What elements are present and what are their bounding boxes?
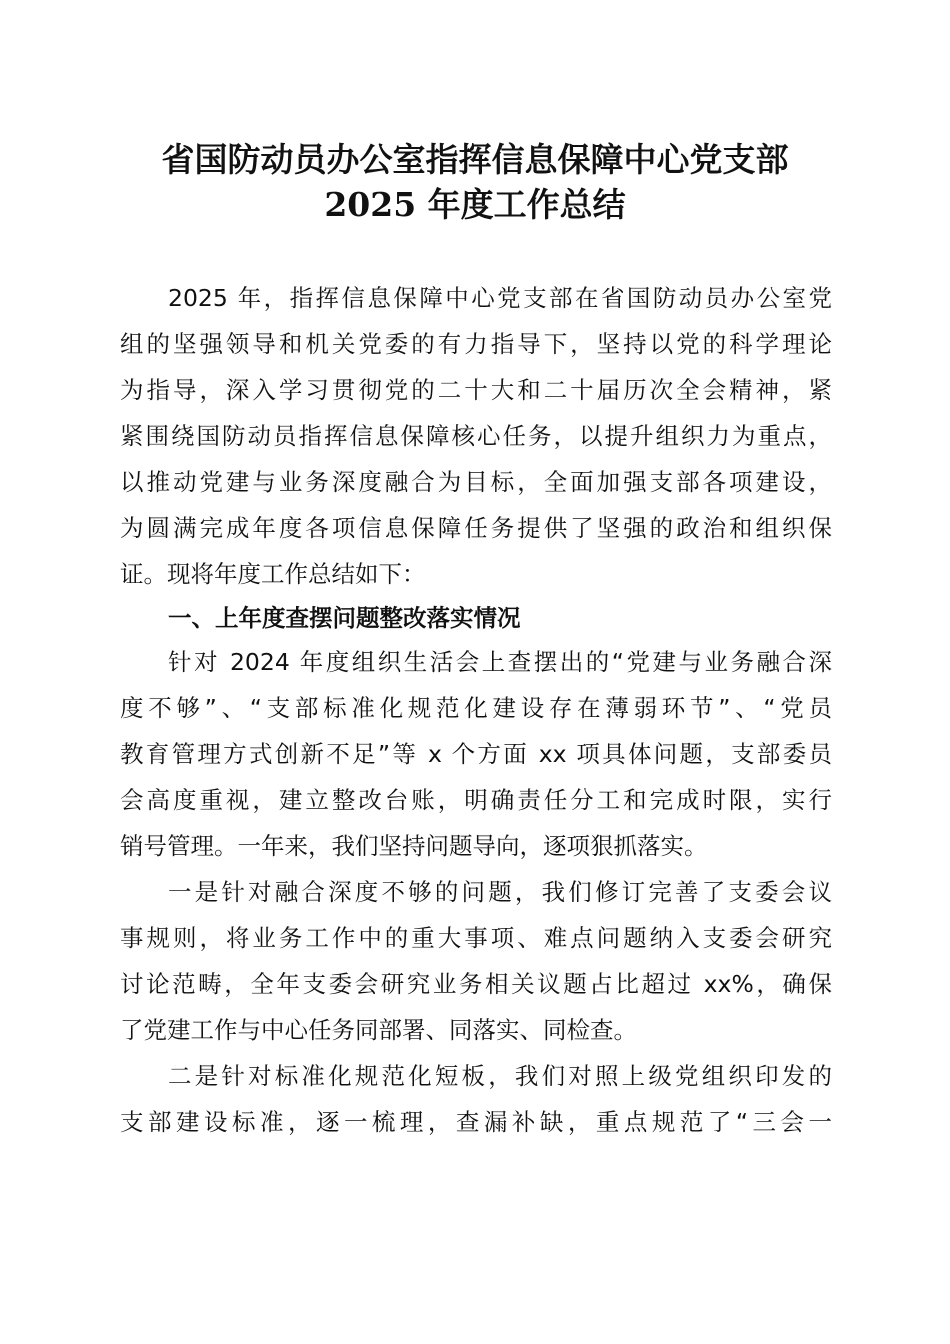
section1-line: 会高度重视，建立整改台账，明确责任分工和完成时限，实行: [120, 786, 832, 814]
intro-line: 紧围绕国防动员指挥信息保障核心任务，以提升组织力为重点，: [120, 422, 832, 450]
document-title-line-1: 省国防动员办公室指挥信息保障中心党支部: [161, 140, 789, 179]
section1-line: 度不够”、“支部标准化规范化建设存在薄弱环节”、“党员: [120, 694, 832, 722]
intro-line: 为指导，深入学习贯彻党的二十大和二十届历次全会精神，紧: [120, 376, 832, 404]
point1-line: 了党建工作与中心任务同部署、同落实、同检查。: [120, 1016, 637, 1044]
intro-line: 证。现将年度工作总结如下：: [120, 560, 426, 588]
intro-line: 为圆满完成年度各项信息保障任务提供了坚强的政治和组织保: [120, 514, 832, 542]
intro-line: 组的坚强领导和机关党委的有力指导下，坚持以党的科学理论: [120, 330, 832, 358]
point1-line: 讨论范畴，全年支委会研究业务相关议题占比超过 xx%，确保: [120, 970, 832, 998]
section1-line: 针对 2024 年度组织生活会上查摆出的“党建与业务融合深: [168, 648, 832, 676]
document-title-line-2: 2025 年度工作总结: [324, 185, 626, 224]
point1-line: 事规则，将业务工作中的重大事项、难点问题纳入支委会研究: [120, 924, 832, 952]
point2-line: 支部建设标准，逐一梳理，查漏补缺，重点规范了“三会一: [120, 1108, 832, 1136]
point1-line: 一是针对融合深度不够的问题，我们修订完善了支委会议: [168, 878, 832, 906]
intro-line: 以推动党建与业务深度融合为目标，全面加强支部各项建设，: [120, 468, 832, 496]
section1-line: 销号管理。一年来，我们坚持问题导向，逐项狠抓落实。: [120, 832, 708, 860]
section1-line: 教育管理方式创新不足”等 x 个方面 xx 项具体问题，支部委员: [120, 740, 832, 768]
intro-line: 2025 年，指挥信息保障中心党支部在省国防动员办公室党: [168, 284, 832, 312]
section-heading: 一、上年度查摆问题整改落实情况: [168, 604, 521, 632]
point2-line: 二是针对标准化规范化短板，我们对照上级党组织印发的: [168, 1062, 832, 1090]
